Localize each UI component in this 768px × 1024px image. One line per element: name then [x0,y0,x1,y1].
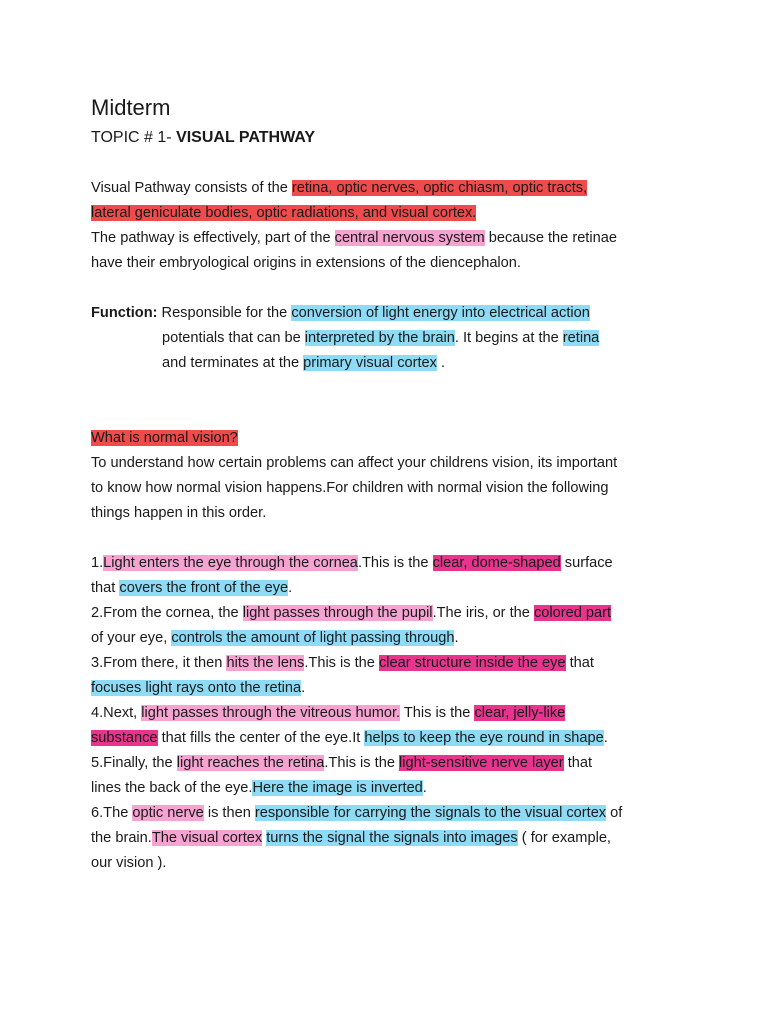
highlight-blue: focuses light rays onto the retina [91,680,302,696]
function-text: Responsible for the [157,305,292,321]
step-text: . [454,630,459,646]
step-5-line-1 [91,751,691,776]
highlight-magenta: clear, jelly-like [474,705,566,721]
intro-text: Visual Pathway consists of the [91,180,292,196]
step-text: . [603,730,608,746]
highlight-pink: light passes through the vitreous humor. [141,705,401,721]
highlight-blue: helps to keep the eye round in shape [364,730,604,746]
step-text: .This is the [324,755,399,771]
highlight-blue: interpreted by the brain [304,330,455,346]
normal-vision-heading [91,426,691,451]
document-page [91,92,691,876]
step-text: that [565,655,594,671]
intro-line-3 [91,226,691,251]
step-text: This is the [400,705,475,721]
highlight-blue: retina [562,330,600,346]
step-text: . [288,580,293,596]
intro-text: because the retinae [484,230,617,246]
intro-line-2 [91,201,691,226]
highlight-magenta: light-sensitive nerve layer [399,755,564,771]
step-1-line-2 [91,576,691,601]
step-text: 4.Next, [91,705,142,721]
step-text: that [91,580,120,596]
intro-line-1 [91,176,691,201]
highlight-magenta: clear structure inside the eye [378,655,566,671]
step-text: surface [560,555,613,571]
highlight-pink: light reaches the retina [176,755,325,771]
step-text: that [563,755,593,771]
intro-text: The pathway is effectively, part of the [91,230,335,246]
step-text: 1. [91,555,104,571]
step-1-line-1 [91,551,691,576]
step-text: of your eye, [91,630,172,646]
function-text: potentials that can be [162,330,305,346]
step-text: .This is the [357,555,433,571]
step-text: .The iris, or the [432,605,534,621]
step-text: is then [203,805,255,821]
highlight-red: What is normal vision? [91,430,238,446]
highlight-red: lateral geniculate bodies, optic radiations, and visual cortex. [91,205,477,221]
highlight-pink: optic nerve [132,805,204,821]
highlight-blue: covers the front of the eye [119,580,289,596]
highlight-blue: controls the amount of light passing through [171,630,455,646]
step-3-line-2 [91,676,691,701]
step-text: 6.The [91,805,133,821]
function-label: Function: [91,305,158,321]
step-text: the brain. [91,830,152,846]
step-6-line-2 [91,826,691,851]
step-2-line-2 [91,626,691,651]
highlight-magenta: clear, dome-shaped [432,555,561,571]
step-text: our vision ). [91,855,167,871]
step-text: ( for example, [517,830,611,846]
intro-line-4 [91,251,691,276]
step-text: .This is the [304,655,379,671]
function-text: . [436,355,446,371]
function-text: . It begins at the [454,330,563,346]
normal-vision-line-3: things happen in this order. [91,505,267,521]
function-text: and terminates at the [162,355,304,371]
step-text: . [422,780,427,796]
step-5-line-2 [91,776,691,801]
step-2-line-1 [91,601,691,626]
topic-heading [91,126,691,150]
highlight-blue: turns the signal the signals into images [266,830,518,846]
function-line-2 [91,326,691,351]
step-6-line-1 [91,801,691,826]
highlight-magenta: colored part [533,605,612,621]
step-text: 2.From the cornea, the [91,605,243,621]
highlight-red: retina, optic nerves, optic chiasm, optic tracts, [291,180,588,196]
intro-text: have their embryological origins in extensions of the diencephalon. [91,255,521,271]
topic-prefix: TOPIC # 1- [91,129,177,146]
step-4-line-1 [91,701,691,726]
highlight-pink: hits the lens [226,655,305,671]
step-text: 5.Finally, the [91,755,177,771]
highlight-pink: light passes through the pupil [242,605,433,621]
highlight-blue: conversion of light energy into electrical action [291,305,590,321]
step-text: . [301,680,306,696]
normal-vision-line-2: to know how normal vision happens.For children with normal vision the following [91,480,609,496]
highlight-pink: Light enters the eye through the cornea [103,555,358,571]
step-3-line-1 [91,651,691,676]
page-title: Midterm [91,95,171,120]
normal-vision-line-1: To understand how certain problems can affect your childrens vision, its important [91,455,618,471]
step-4-line-2 [91,726,691,751]
function-line-1 [91,301,691,326]
step-text: 3.From there, it then [91,655,227,671]
highlight-pink: central nervous system [334,230,485,246]
step-text: lines the back of the eye. [91,780,253,796]
highlight-pink: The visual cortex [151,830,263,846]
step-text: that fills the center of the eye.It [157,730,365,746]
step-6-line-3 [91,851,691,876]
topic-name: VISUAL PATHWAY [176,129,316,146]
function-line-3 [91,351,691,376]
highlight-blue: primary visual cortex [303,355,437,371]
step-text: of [606,805,623,821]
highlight-blue: Here the image is inverted [252,780,423,796]
highlight-magenta: substance [91,730,158,746]
highlight-blue: responsible for carrying the signals to the visual cortex [254,805,607,821]
